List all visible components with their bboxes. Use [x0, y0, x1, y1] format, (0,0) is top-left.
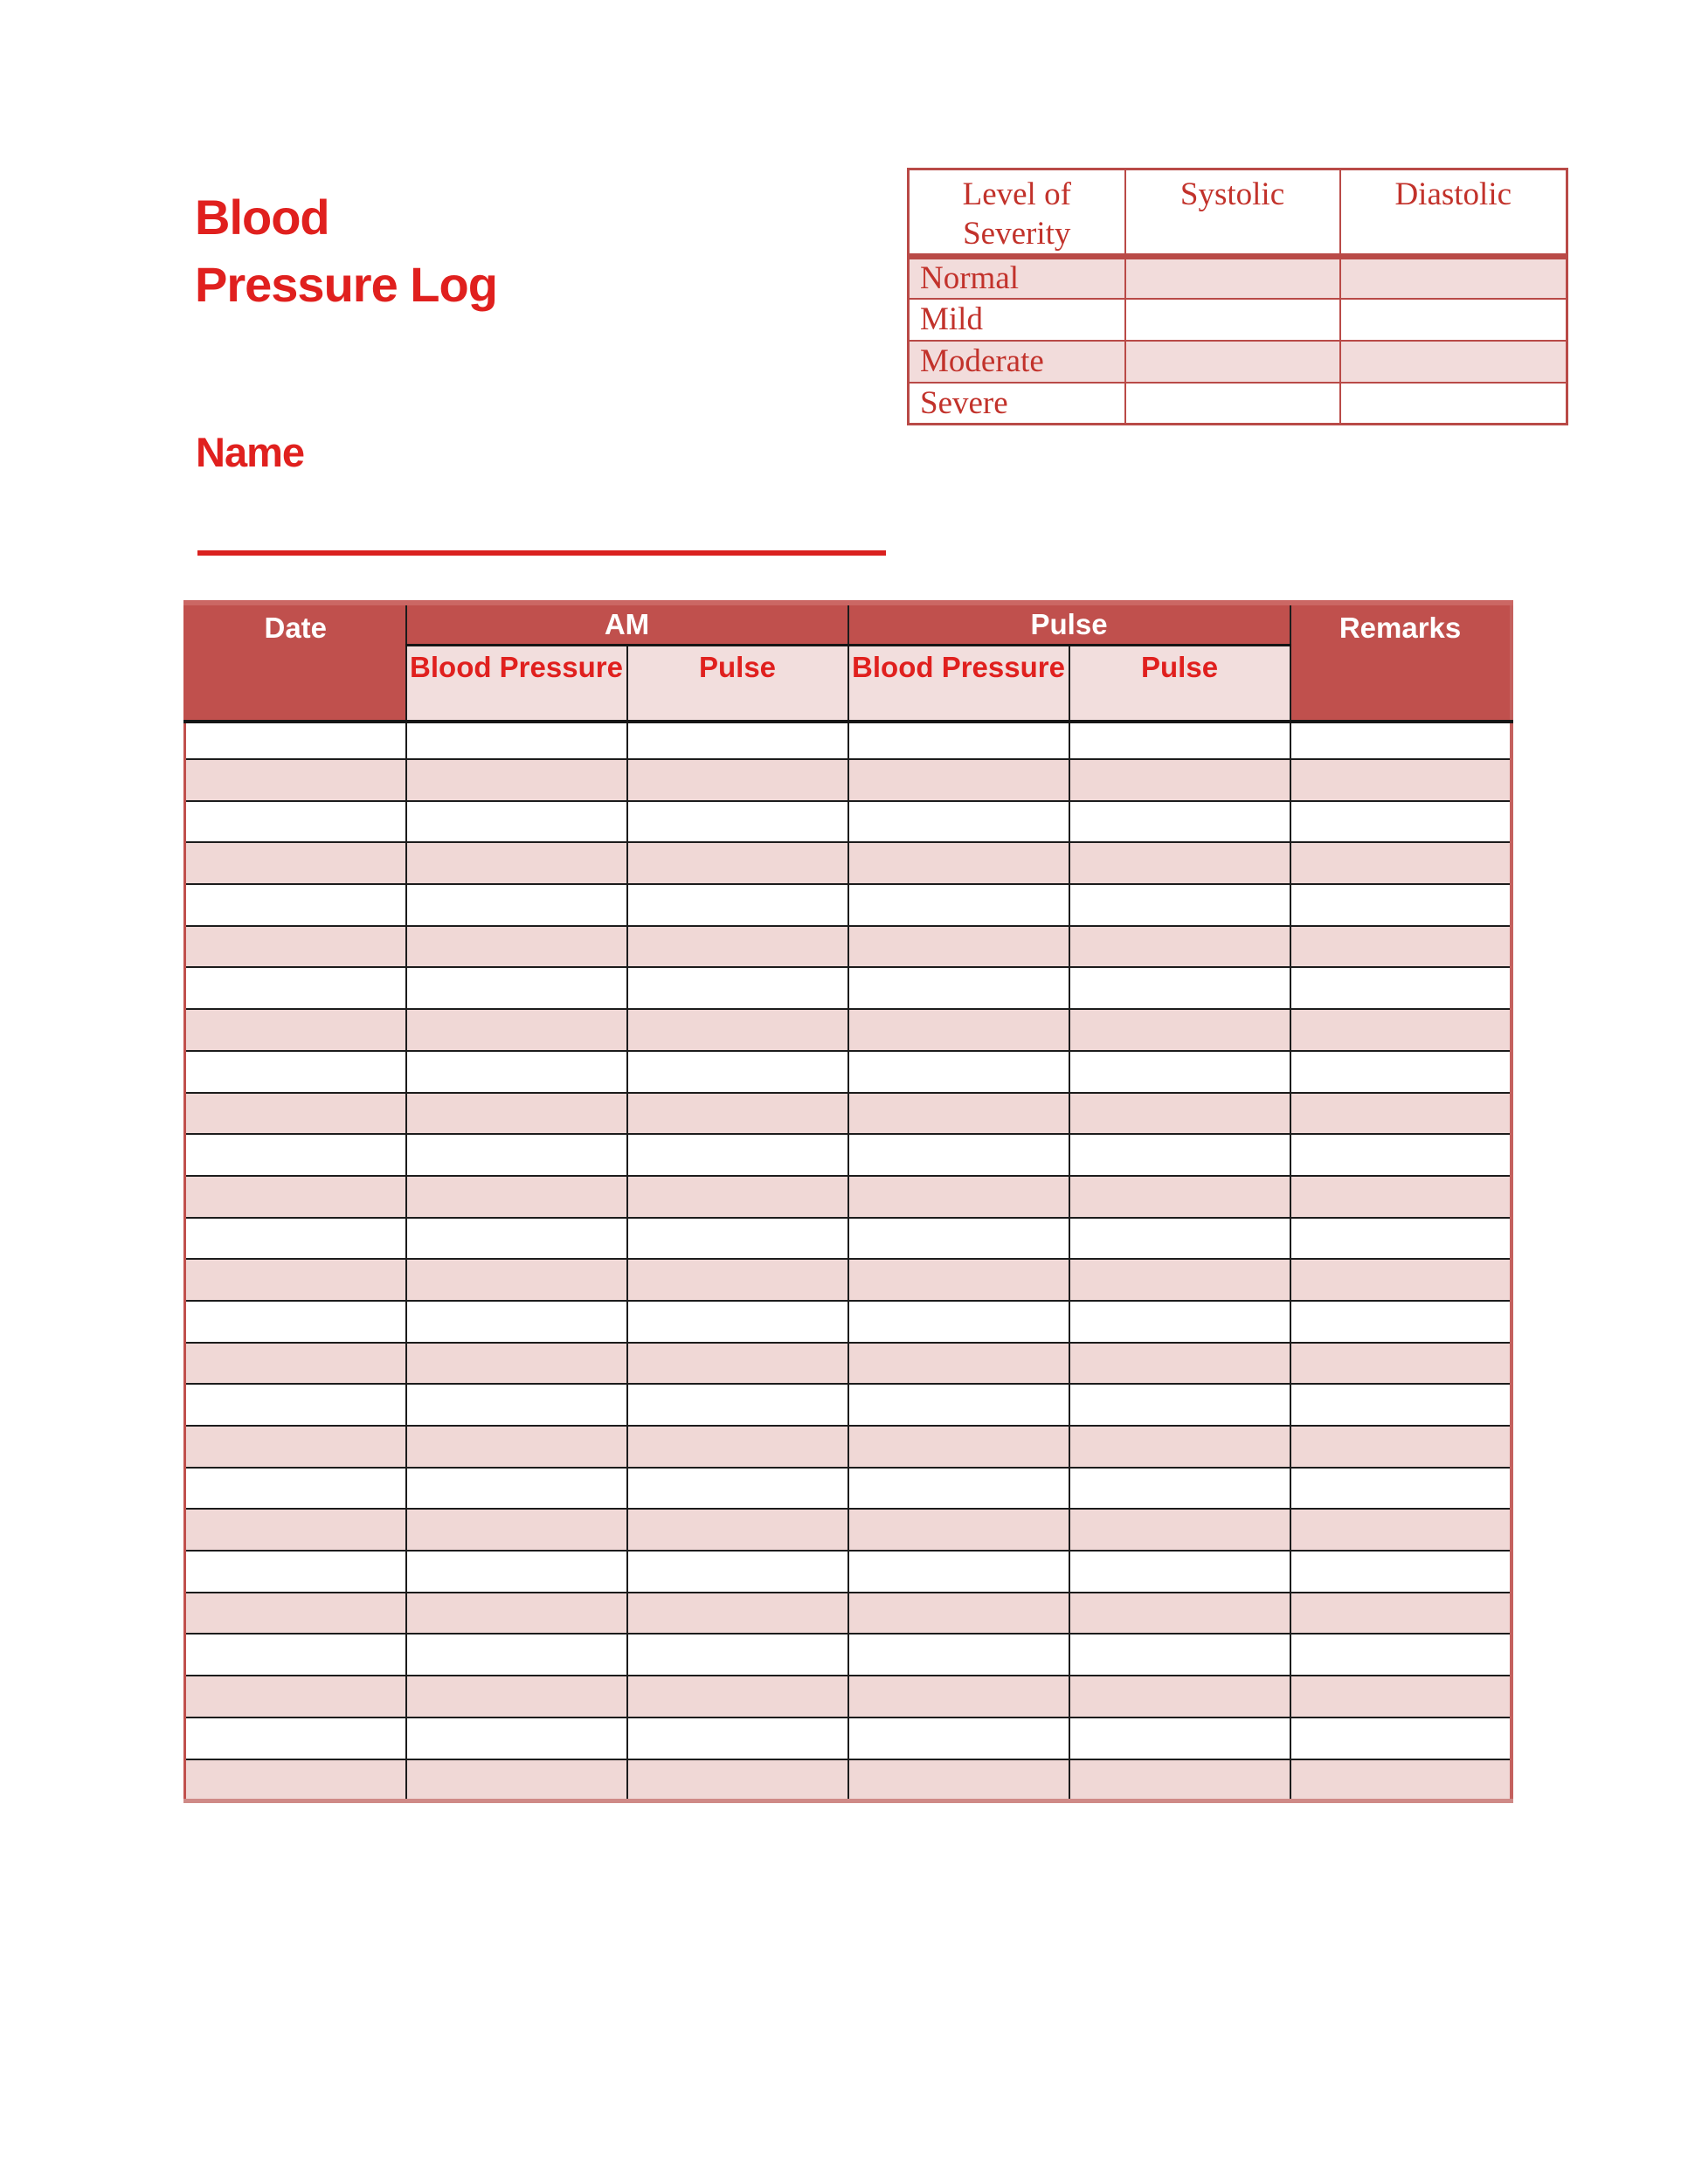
severity-systolic-cell[interactable] [1125, 299, 1340, 341]
log-cell-date[interactable] [185, 1384, 406, 1426]
log-header-remarks: Remarks [1290, 603, 1512, 722]
log-cell-pm-blood-pressure[interactable] [848, 1051, 1069, 1093]
log-cell-date[interactable] [185, 1259, 406, 1301]
log-cell-am-blood-pressure[interactable] [406, 1759, 627, 1801]
log-table-row [185, 1093, 1512, 1135]
log-cell-pm-pulse[interactable] [1069, 1009, 1290, 1051]
log-table-row [185, 926, 1512, 968]
severity-diastolic-cell[interactable] [1340, 341, 1567, 383]
log-subheader-am-pulse: Pulse [627, 645, 848, 722]
log-cell-am-blood-pressure[interactable] [406, 1343, 627, 1385]
log-cell-pm-blood-pressure[interactable] [848, 1759, 1069, 1801]
severity-table [907, 168, 1568, 425]
log-cell-remarks[interactable] [1290, 759, 1512, 801]
log-cell-am-blood-pressure[interactable] [406, 1676, 627, 1717]
log-subheader-pm-pulse: Pulse [1069, 645, 1290, 722]
log-cell-date[interactable] [185, 1468, 406, 1510]
log-cell-pm-blood-pressure[interactable] [848, 1384, 1069, 1426]
severity-diastolic-cell[interactable] [1340, 299, 1567, 341]
page-title-line1: Blood [195, 190, 329, 245]
log-cell-pm-pulse[interactable] [1069, 1301, 1290, 1343]
severity-level-label: Severe [909, 383, 1125, 425]
log-table-body [185, 722, 1512, 1800]
log-cell-date[interactable] [185, 1343, 406, 1385]
log-cell-am-pulse[interactable] [627, 1176, 848, 1218]
log-table-row [185, 842, 1512, 884]
log-cell-am-pulse[interactable] [627, 1093, 848, 1135]
log-table-row [185, 1551, 1512, 1593]
severity-systolic-cell[interactable] [1125, 341, 1340, 383]
log-table-row [185, 967, 1512, 1009]
log-cell-am-pulse[interactable] [627, 926, 848, 968]
log-cell-date[interactable] [185, 1218, 406, 1260]
log-cell-remarks[interactable] [1290, 1218, 1512, 1260]
log-cell-pm-pulse[interactable] [1069, 1676, 1290, 1717]
severity-systolic-cell[interactable] [1125, 257, 1340, 299]
log-cell-am-blood-pressure[interactable] [406, 1218, 627, 1260]
severity-diastolic-cell[interactable] [1340, 383, 1567, 425]
log-cell-pm-pulse[interactable] [1069, 967, 1290, 1009]
log-cell-pm-blood-pressure[interactable] [848, 1093, 1069, 1135]
log-cell-remarks[interactable] [1290, 842, 1512, 884]
log-cell-pm-blood-pressure[interactable] [848, 1468, 1069, 1510]
severity-row-normal [909, 257, 1567, 299]
log-cell-am-pulse[interactable] [627, 801, 848, 843]
log-cell-am-pulse[interactable] [627, 1301, 848, 1343]
log-cell-date[interactable] [185, 1509, 406, 1551]
log-table-row [185, 1301, 1512, 1343]
log-cell-remarks[interactable] [1290, 926, 1512, 968]
log-cell-am-pulse[interactable] [627, 1551, 848, 1593]
log-table-row [185, 1468, 1512, 1510]
log-cell-pm-pulse[interactable] [1069, 1551, 1290, 1593]
log-cell-pm-pulse[interactable] [1069, 884, 1290, 926]
log-cell-date[interactable] [185, 759, 406, 801]
log-cell-remarks[interactable] [1290, 1093, 1512, 1135]
log-cell-pm-blood-pressure[interactable] [848, 1009, 1069, 1051]
log-cell-pm-pulse[interactable] [1069, 1051, 1290, 1093]
log-cell-am-pulse[interactable] [627, 1634, 848, 1676]
log-cell-pm-pulse[interactable] [1069, 759, 1290, 801]
log-cell-remarks[interactable] [1290, 1509, 1512, 1551]
log-cell-date[interactable] [185, 1093, 406, 1135]
log-cell-am-pulse[interactable] [627, 1051, 848, 1093]
log-cell-remarks[interactable] [1290, 884, 1512, 926]
log-cell-pm-pulse[interactable] [1069, 1509, 1290, 1551]
log-cell-pm-blood-pressure[interactable] [848, 1551, 1069, 1593]
log-table-row [185, 1051, 1512, 1093]
log-cell-am-pulse[interactable] [627, 1426, 848, 1468]
name-fill-line[interactable] [197, 529, 886, 556]
log-cell-am-pulse[interactable] [627, 1343, 848, 1385]
log-cell-date[interactable] [185, 1009, 406, 1051]
log-cell-pm-pulse[interactable] [1069, 722, 1290, 759]
log-cell-pm-pulse[interactable] [1069, 842, 1290, 884]
log-cell-am-pulse[interactable] [627, 884, 848, 926]
log-cell-pm-pulse[interactable] [1069, 1343, 1290, 1385]
log-cell-pm-blood-pressure[interactable] [848, 1676, 1069, 1717]
log-cell-pm-blood-pressure[interactable] [848, 1426, 1069, 1468]
log-cell-pm-pulse[interactable] [1069, 801, 1290, 843]
log-table-row [185, 1676, 1512, 1717]
severity-systolic-cell[interactable] [1125, 383, 1340, 425]
log-cell-am-blood-pressure[interactable] [406, 1384, 627, 1426]
log-table-row [185, 722, 1512, 759]
log-cell-pm-blood-pressure[interactable] [848, 722, 1069, 759]
log-cell-am-pulse[interactable] [627, 759, 848, 801]
log-cell-date[interactable] [185, 1634, 406, 1676]
severity-row-severe [909, 383, 1567, 425]
log-cell-remarks[interactable] [1290, 967, 1512, 1009]
log-cell-am-pulse[interactable] [627, 1509, 848, 1551]
log-cell-am-pulse[interactable] [627, 1759, 848, 1801]
log-cell-pm-blood-pressure[interactable] [848, 801, 1069, 843]
log-cell-am-blood-pressure[interactable] [406, 1509, 627, 1551]
log-cell-am-blood-pressure[interactable] [406, 967, 627, 1009]
log-table-row [185, 1218, 1512, 1260]
log-cell-am-pulse[interactable] [627, 967, 848, 1009]
log-cell-date[interactable] [185, 801, 406, 843]
log-cell-am-blood-pressure[interactable] [406, 1259, 627, 1301]
log-cell-am-pulse[interactable] [627, 1009, 848, 1051]
log-cell-pm-blood-pressure[interactable] [848, 1259, 1069, 1301]
log-cell-remarks[interactable] [1290, 1676, 1512, 1717]
log-subheader-pm-bp: Blood Pressure [848, 645, 1069, 722]
log-cell-am-blood-pressure[interactable] [406, 722, 627, 759]
log-cell-pm-blood-pressure[interactable] [848, 1301, 1069, 1343]
log-cell-remarks[interactable] [1290, 1717, 1512, 1759]
log-table-row [185, 1634, 1512, 1676]
log-header-group-row [185, 603, 1512, 645]
severity-header-row [909, 169, 1567, 257]
log-header-date: Date [185, 603, 406, 722]
log-table-row [185, 1343, 1512, 1385]
log-cell-pm-pulse[interactable] [1069, 926, 1290, 968]
log-cell-pm-blood-pressure[interactable] [848, 1134, 1069, 1176]
log-cell-am-blood-pressure[interactable] [406, 842, 627, 884]
severity-level-label: Normal [909, 257, 1125, 299]
log-cell-date[interactable] [185, 1717, 406, 1759]
log-cell-remarks[interactable] [1290, 1384, 1512, 1426]
log-cell-am-blood-pressure[interactable] [406, 926, 627, 968]
severity-level-label: Mild [909, 299, 1125, 341]
log-cell-date[interactable] [185, 884, 406, 926]
log-cell-pm-blood-pressure[interactable] [848, 1343, 1069, 1385]
log-cell-am-pulse[interactable] [627, 1468, 848, 1510]
log-cell-am-pulse[interactable] [627, 1384, 848, 1426]
log-cell-pm-blood-pressure[interactable] [848, 759, 1069, 801]
log-table-row [185, 1009, 1512, 1051]
log-cell-date[interactable] [185, 926, 406, 968]
log-cell-remarks[interactable] [1290, 801, 1512, 843]
severity-row-mild [909, 299, 1567, 341]
log-cell-remarks[interactable] [1290, 1051, 1512, 1093]
page-title [195, 183, 497, 318]
log-cell-am-blood-pressure[interactable] [406, 1009, 627, 1051]
log-cell-remarks[interactable] [1290, 1593, 1512, 1635]
log-cell-pm-pulse[interactable] [1069, 1093, 1290, 1135]
log-cell-pm-pulse[interactable] [1069, 1218, 1290, 1260]
log-table-row [185, 1176, 1512, 1218]
log-cell-pm-pulse[interactable] [1069, 1426, 1290, 1468]
log-cell-am-blood-pressure[interactable] [406, 1634, 627, 1676]
log-cell-pm-blood-pressure[interactable] [848, 926, 1069, 968]
log-header-pulse-group: Pulse [848, 603, 1290, 645]
log-cell-am-blood-pressure[interactable] [406, 801, 627, 843]
log-cell-am-blood-pressure[interactable] [406, 884, 627, 926]
log-cell-pm-pulse[interactable] [1069, 1717, 1290, 1759]
log-cell-pm-pulse[interactable] [1069, 1176, 1290, 1218]
severity-header-level: Level of Severity [909, 169, 1125, 257]
log-cell-pm-pulse[interactable] [1069, 1384, 1290, 1426]
log-cell-remarks[interactable] [1290, 1634, 1512, 1676]
log-cell-am-pulse[interactable] [627, 1259, 848, 1301]
log-cell-date[interactable] [185, 1676, 406, 1717]
severity-header-diastolic: Diastolic [1340, 169, 1567, 257]
log-table-row [185, 1717, 1512, 1759]
log-table [183, 600, 1513, 1803]
log-cell-am-blood-pressure[interactable] [406, 1717, 627, 1759]
log-cell-date[interactable] [185, 1301, 406, 1343]
log-cell-pm-blood-pressure[interactable] [848, 967, 1069, 1009]
log-cell-am-pulse[interactable] [627, 1218, 848, 1260]
log-cell-date[interactable] [185, 1426, 406, 1468]
log-cell-pm-blood-pressure[interactable] [848, 1176, 1069, 1218]
log-table-row [185, 1384, 1512, 1426]
log-cell-am-pulse[interactable] [627, 1717, 848, 1759]
log-cell-remarks[interactable] [1290, 1176, 1512, 1218]
log-table-row [185, 801, 1512, 843]
log-cell-pm-pulse[interactable] [1069, 1259, 1290, 1301]
log-cell-am-pulse[interactable] [627, 1676, 848, 1717]
log-table-row [185, 1593, 1512, 1635]
log-cell-remarks[interactable] [1290, 1259, 1512, 1301]
log-table-row [185, 1134, 1512, 1176]
log-cell-pm-blood-pressure[interactable] [848, 1218, 1069, 1260]
log-cell-pm-blood-pressure[interactable] [848, 1717, 1069, 1759]
log-cell-pm-pulse[interactable] [1069, 1134, 1290, 1176]
log-cell-remarks[interactable] [1290, 1009, 1512, 1051]
log-cell-am-blood-pressure[interactable] [406, 1426, 627, 1468]
name-label: Name [196, 429, 305, 475]
log-cell-date[interactable] [185, 1759, 406, 1801]
log-cell-remarks[interactable] [1290, 1343, 1512, 1385]
log-cell-date[interactable] [185, 967, 406, 1009]
log-cell-am-pulse[interactable] [627, 722, 848, 759]
log-cell-am-blood-pressure[interactable] [406, 1051, 627, 1093]
severity-header-systolic: Systolic [1125, 169, 1340, 257]
log-cell-pm-blood-pressure[interactable] [848, 1509, 1069, 1551]
log-cell-am-blood-pressure[interactable] [406, 1134, 627, 1176]
log-cell-am-blood-pressure[interactable] [406, 759, 627, 801]
log-cell-date[interactable] [185, 842, 406, 884]
log-cell-pm-pulse[interactable] [1069, 1468, 1290, 1510]
log-table-row [185, 1509, 1512, 1551]
log-cell-am-pulse[interactable] [627, 1134, 848, 1176]
log-cell-remarks[interactable] [1290, 1426, 1512, 1468]
log-cell-remarks[interactable] [1290, 1551, 1512, 1593]
log-table-row [185, 1259, 1512, 1301]
log-cell-am-blood-pressure[interactable] [406, 1593, 627, 1635]
log-cell-am-blood-pressure[interactable] [406, 1176, 627, 1218]
log-cell-date[interactable] [185, 1593, 406, 1635]
log-cell-pm-blood-pressure[interactable] [848, 1593, 1069, 1635]
log-cell-am-blood-pressure[interactable] [406, 1468, 627, 1510]
log-cell-pm-pulse[interactable] [1069, 1634, 1290, 1676]
log-table-row [185, 1759, 1512, 1801]
log-cell-am-blood-pressure[interactable] [406, 1551, 627, 1593]
log-cell-pm-blood-pressure[interactable] [848, 1634, 1069, 1676]
log-cell-remarks[interactable] [1290, 722, 1512, 759]
log-cell-pm-blood-pressure[interactable] [848, 884, 1069, 926]
log-header-am-group: AM [406, 603, 848, 645]
log-table-row [185, 759, 1512, 801]
log-cell-date[interactable] [185, 1051, 406, 1093]
log-cell-pm-blood-pressure[interactable] [848, 842, 1069, 884]
severity-level-label: Moderate [909, 341, 1125, 383]
log-cell-remarks[interactable] [1290, 1759, 1512, 1801]
log-cell-date[interactable] [185, 722, 406, 759]
log-cell-remarks[interactable] [1290, 1468, 1512, 1510]
log-cell-pm-pulse[interactable] [1069, 1593, 1290, 1635]
severity-diastolic-cell[interactable] [1340, 257, 1567, 299]
page-title-line2: Pressure Log [195, 257, 497, 312]
log-cell-am-pulse[interactable] [627, 842, 848, 884]
log-table-row [185, 884, 1512, 926]
log-cell-am-pulse[interactable] [627, 1593, 848, 1635]
log-cell-am-blood-pressure[interactable] [406, 1093, 627, 1135]
log-cell-remarks[interactable] [1290, 1301, 1512, 1343]
severity-row-moderate [909, 341, 1567, 383]
log-cell-date[interactable] [185, 1176, 406, 1218]
log-cell-remarks[interactable] [1290, 1134, 1512, 1176]
log-cell-date[interactable] [185, 1134, 406, 1176]
log-table-row [185, 1426, 1512, 1468]
log-subheader-am-bp: Blood Pressure [406, 645, 627, 722]
log-cell-pm-pulse[interactable] [1069, 1759, 1290, 1801]
log-cell-am-blood-pressure[interactable] [406, 1301, 627, 1343]
log-cell-date[interactable] [185, 1551, 406, 1593]
